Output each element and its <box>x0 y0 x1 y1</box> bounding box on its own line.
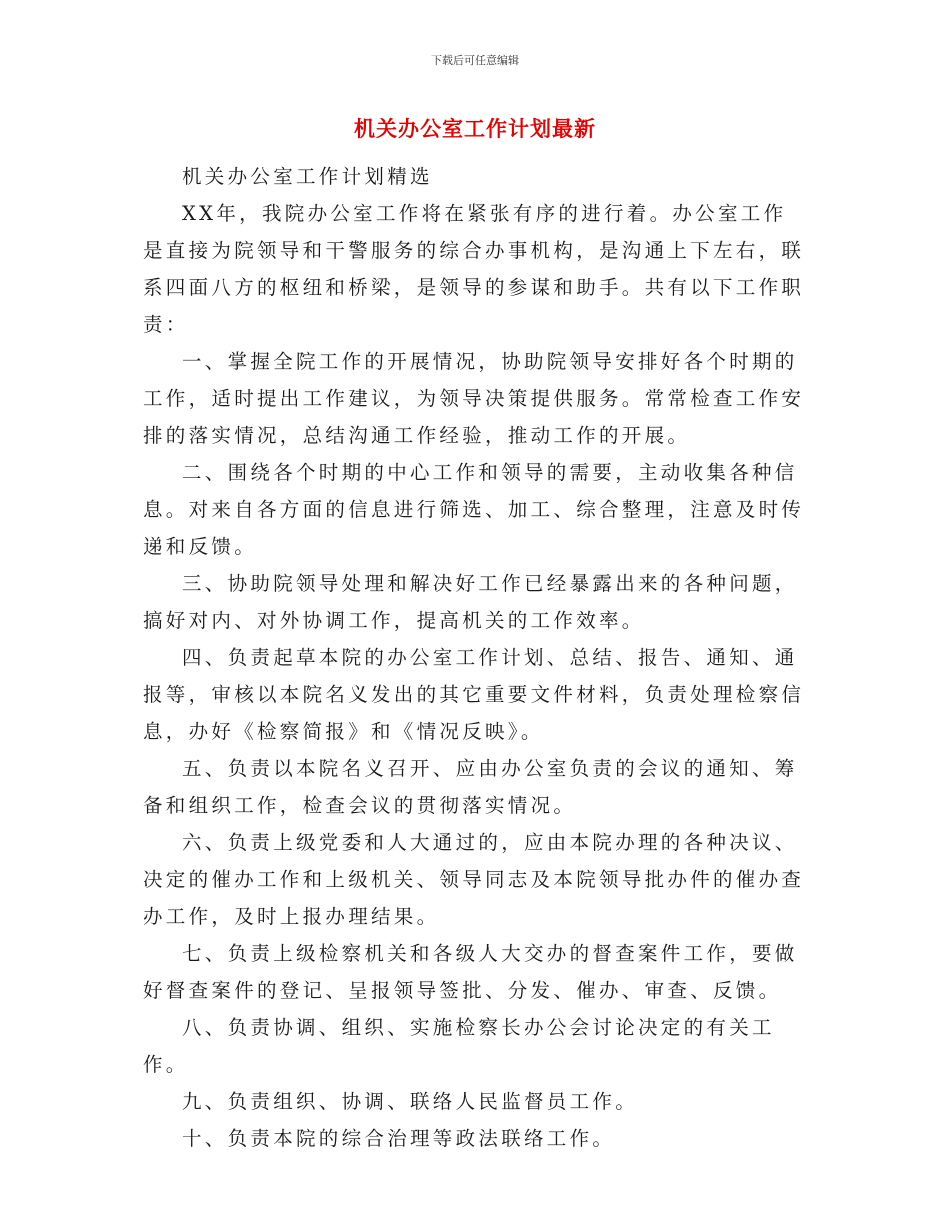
document-title: 机关办公室工作计划最新 <box>354 117 596 141</box>
paragraph-duty-8: 八、负责协调、组织、实施检察长办公会讨论决定的有关工作。 <box>143 1016 775 1076</box>
paragraph-duty-7: 七、负责上级检察机关和各级人大交办的督查案件工作，要做好督查案件的登记、呈报领导签批、分发、催办、审查、反馈。 <box>143 942 798 1002</box>
paragraph-duty-4: 四、负责起草本院的办公室工作计划、总结、报告、通知、通报等，审核以本院名义发出的其它重要文件材料，负责处理检察信息，办好《检察简报》和《情况反映》。 <box>143 646 805 743</box>
document-body <box>143 158 808 1157</box>
paragraph-duty-10: 十、负责本院的综合治理等政法联络工作。 <box>182 1127 616 1150</box>
paragraph-duty-9: 九、负责组织、协调、联络人民监督员工作。 <box>182 1090 639 1113</box>
paragraph-duty-6: 六、负责上级党委和人大通过的，应由本院办理的各种决议、决定的催办工作和上级机关、领导同志及本院领导批办件的催办查办工作，及时上报办理结果。 <box>143 831 805 928</box>
paragraph-duty-1: 一、掌握全院工作的开展情况，协助院领导安排好各个时期的工作，适时提出工作建议，为领导决策提供服务。常常检查工作安排的落实情况，总结沟通工作经验，推动工作的开展。 <box>143 350 805 447</box>
paragraph-intro: XX年，我院办公室工作将在紧张有序的进行着。办公室工作是直接为院领导和干警服务的综合办事机构，是沟通上下左右，联系四面八方的枢纽和桥梁，是领导的参谋和助手。共有以下工作职责： <box>143 202 805 336</box>
page-header-note: 下载后可任意编辑 <box>431 54 519 67</box>
paragraph-duty-5: 五、负责以本院名义召开、应由办公室负责的会议的通知、筹备和组织工作，检查会议的贯彻落实情况。 <box>143 757 798 817</box>
paragraph-duty-2: 二、围绕各个时期的中心工作和领导的需要，主动收集各种信息。对来自各方面的信息进行筛选、加工、综合整理，注意及时传递和反馈。 <box>143 461 805 558</box>
paragraph-subtitle: 机关办公室工作计划精选 <box>182 165 433 188</box>
paragraph-duty-3: 三、协助院领导处理和解决好工作已经暴露出来的各种问题，搞好对内、对外协调工作，提高机关的工作效率。 <box>143 572 798 632</box>
